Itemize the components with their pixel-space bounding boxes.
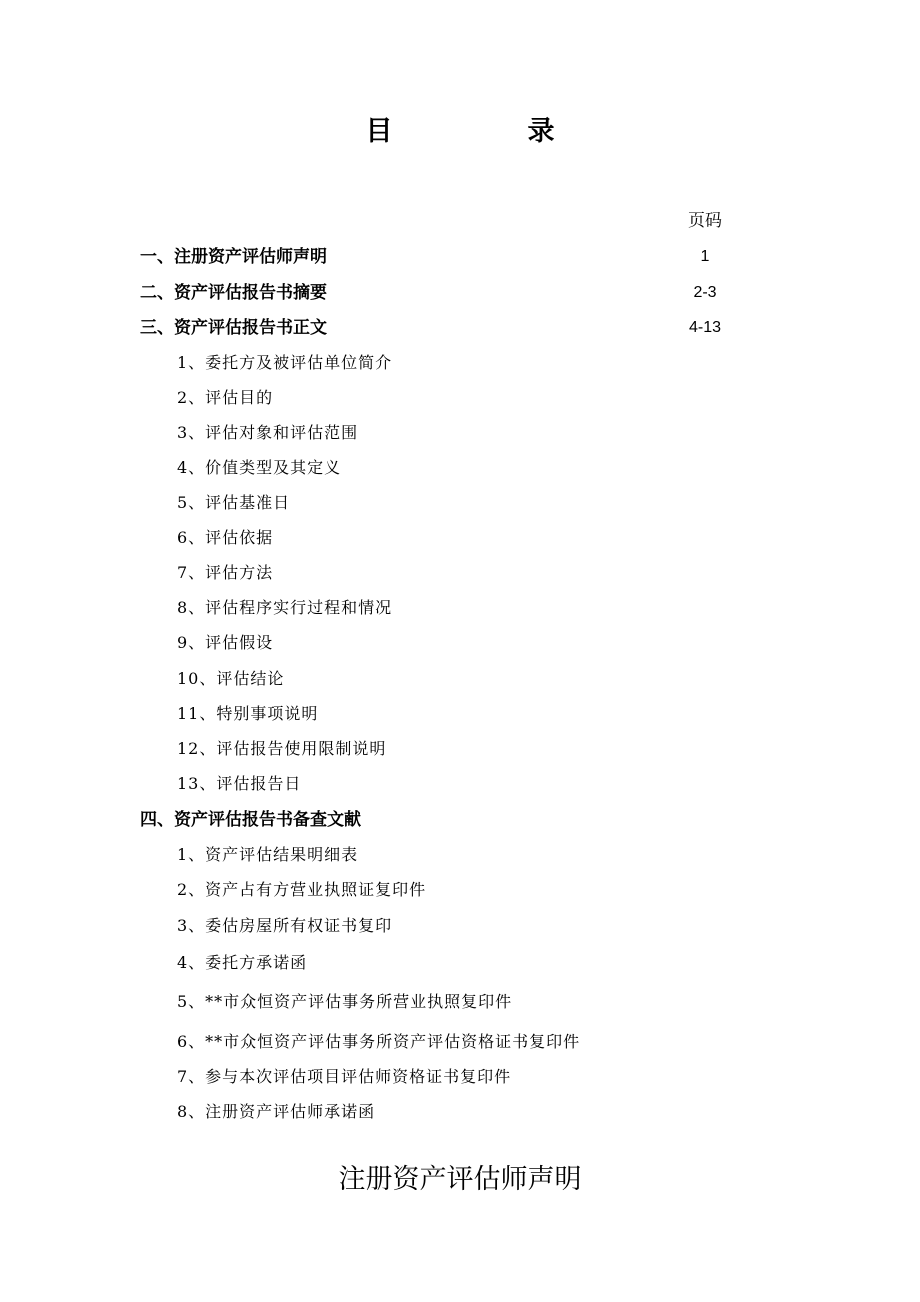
toc-label: 5、评估基准日 <box>177 493 291 512</box>
toc-subitem <box>0 1064 920 1090</box>
toc-label: 9、评估假设 <box>177 633 274 652</box>
toc-label: 一、注册资产评估师声明 <box>140 247 327 267</box>
toc-page-number: 2-3 <box>693 284 717 301</box>
toc-subitem <box>0 1099 920 1125</box>
page-number-column-header: 页码 <box>688 211 722 231</box>
toc-subitem <box>0 913 920 939</box>
toc-label: 1、委托方及被评估单位简介 <box>177 353 393 372</box>
toc-section-1 <box>0 244 920 270</box>
toc-subitem <box>0 771 920 797</box>
toc-label: 4、价值类型及其定义 <box>177 458 342 477</box>
toc-section-4 <box>0 807 920 833</box>
toc-label: 2、评估目的 <box>177 388 274 407</box>
toc-label: 三、资产评估报告书正文 <box>140 318 327 338</box>
toc-label: 3、评估对象和评估范围 <box>177 423 359 442</box>
toc-subitem <box>0 736 920 762</box>
toc-subitem <box>0 455 920 481</box>
toc-subitem <box>0 630 920 656</box>
toc-label: 3、委估房屋所有权证书复印 <box>177 916 393 935</box>
toc-label: 13、评估报告日 <box>177 774 302 793</box>
toc-subitem <box>0 350 920 376</box>
toc-label: 7、评估方法 <box>177 563 274 582</box>
toc-label: 4、委托方承诺函 <box>177 953 308 972</box>
toc-label: 6、**市众恒资产评估事务所资产评估资格证书复印件 <box>177 1032 581 1051</box>
toc-subitem <box>0 490 920 516</box>
toc-title: 目 录 <box>365 116 609 147</box>
toc-label: 10、评估结论 <box>177 669 285 688</box>
toc-subitem <box>0 842 920 868</box>
toc-label: 1、资产评估结果明细表 <box>177 845 359 864</box>
toc-subitem <box>0 420 920 446</box>
toc-subitem <box>0 666 920 692</box>
toc-subitem <box>0 950 920 976</box>
toc-label: 11、特别事项说明 <box>177 704 319 723</box>
toc-subitem <box>0 989 920 1015</box>
toc-subitem <box>0 385 920 411</box>
toc-label: 7、参与本次评估项目评估师资格证书复印件 <box>177 1067 512 1086</box>
toc-subitem <box>0 877 920 903</box>
toc-label: 二、资产评估报告书摘要 <box>140 283 327 303</box>
toc-label: 8、评估程序实行过程和情况 <box>177 598 393 617</box>
toc-label: 四、资产评估报告书备查文献 <box>140 810 361 830</box>
toc-subitem <box>0 595 920 621</box>
toc-label: 8、注册资产评估师承诺函 <box>177 1102 376 1121</box>
toc-label: 12、评估报告使用限制说明 <box>177 739 387 758</box>
next-section-title: 注册资产评估师声明 <box>338 1164 582 1195</box>
toc-section-3 <box>0 315 920 341</box>
toc-section-2 <box>0 280 920 306</box>
toc-label: 5、**市众恒资产评估事务所营业执照复印件 <box>177 992 513 1011</box>
toc-page-number: 4-13 <box>688 319 722 336</box>
toc-subitem <box>0 1029 920 1055</box>
toc-subitem <box>0 525 920 551</box>
toc-label: 2、资产占有方营业执照证复印件 <box>177 880 427 899</box>
toc-label: 6、评估依据 <box>177 528 274 547</box>
toc-subitem <box>0 560 920 586</box>
toc-page-number: 1 <box>700 248 710 265</box>
toc-subitem <box>0 701 920 727</box>
